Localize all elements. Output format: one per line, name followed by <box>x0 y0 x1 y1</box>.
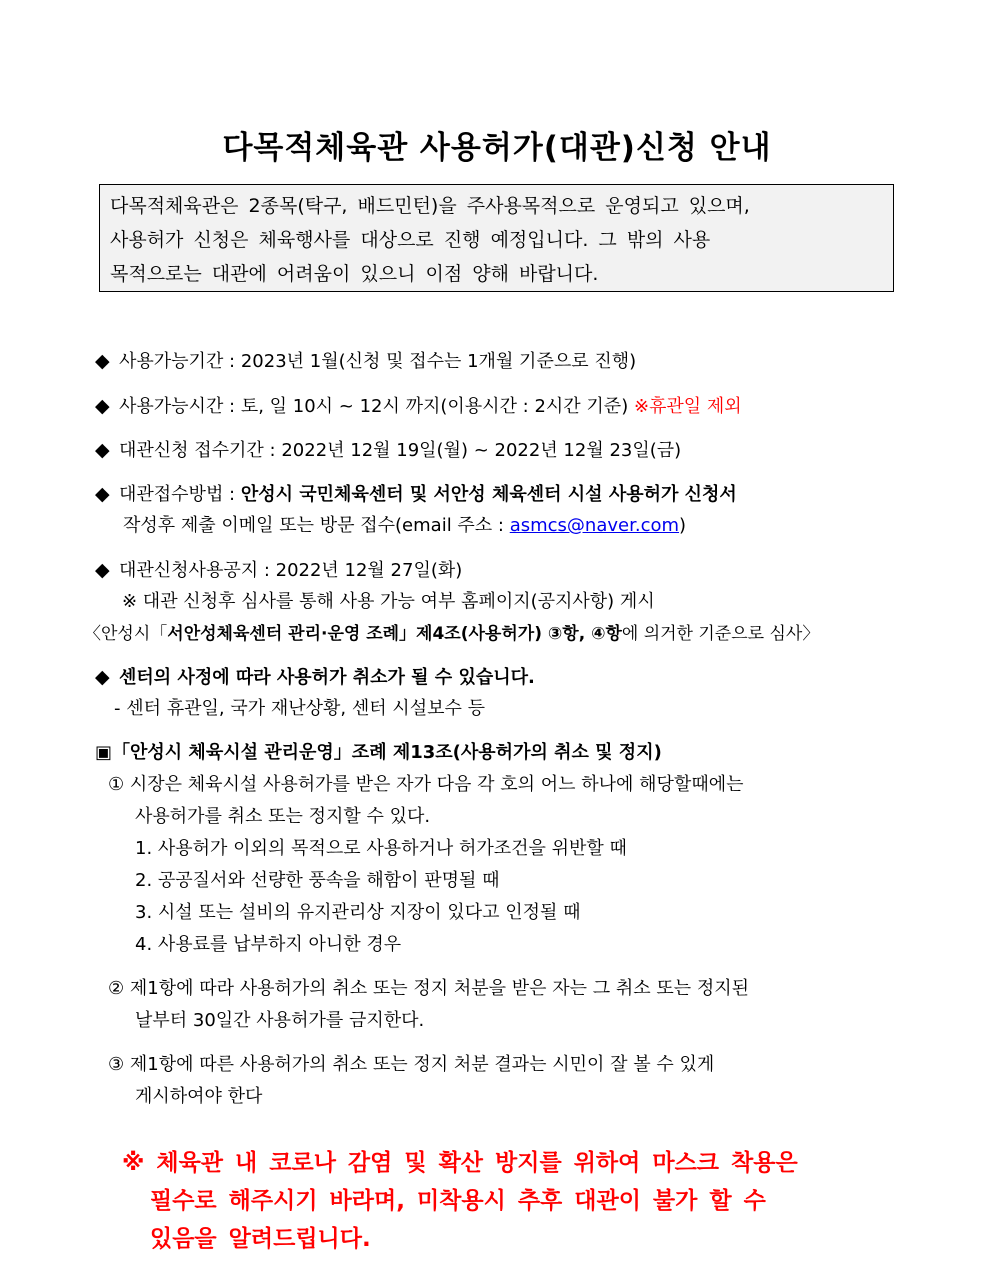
mask-warning-line: 있음을 알려드립니다. <box>150 1226 371 1252</box>
item-apply-period <box>95 437 681 464</box>
diamond-bullet-icon: ◆ <box>95 350 110 372</box>
criteria-post: 에 의거한 기준으로 심사〉 <box>621 624 820 644</box>
diamond-bullet-icon: ◆ <box>95 559 110 581</box>
ordinance-p1-line1: ① 시장은 체육시설 사용허가를 받은 자가 다음 각 호의 어느 하나에 해당할때에는 <box>108 774 744 795</box>
mask-warning-line: 필수로 해주시기 바라며, 미착용시 추후 대관이 불가 할 수 <box>150 1188 766 1214</box>
announce-note: ※ 대관 신청후 심사를 통해 사용 가능 여부 홈페이지(공지사항) 게시 <box>122 591 655 612</box>
item-cancel <box>95 664 535 691</box>
email-link[interactable]: asmcs@naver.com <box>509 515 680 536</box>
ordinance-item: 3. 시설 또는 설비의 유지관리상 지장이 있다고 인정될 때 <box>135 902 581 923</box>
ordinance-item: 4. 사용료를 납부하지 아니한 경우 <box>135 934 402 955</box>
ordinance-p2-line1: ② 제1항에 따라 사용허가의 취소 또는 정지 처분을 받은 자는 그 취소 또는 정지된 <box>108 978 749 999</box>
item-hours-text: 사용가능시간 : 토, 일 10시 ~ 12시 까지(이용시간 : 2시간 기준) <box>119 396 629 417</box>
notice-line: 다목적체육관은 2종목(탁구, 배드민턴)을 주사용목적으로 운영되고 있으며, <box>110 195 750 217</box>
item-apply-period-text: 대관신청 접수기간 : 2022년 12월 19일(월) ~ 2022년 12월 23일(금) <box>119 440 682 461</box>
diamond-bullet-icon: ◆ <box>95 666 110 688</box>
criteria-bold: 서안성체육센터 관리·운영 조례」제4조(사용허가) ③항, ④항 <box>167 624 622 644</box>
ordinance-p3-line1: ③ 제1항에 따른 사용허가의 취소 또는 정지 처분 결과는 시민이 잘 볼 수 있게 <box>108 1054 715 1075</box>
notice-box <box>99 184 894 292</box>
ordinance-p2-line2: 날부터 30일간 사용허가를 금지한다. <box>135 1010 425 1031</box>
item-hours <box>95 393 742 420</box>
criteria-line <box>84 621 819 647</box>
item-method-line2-post: ) <box>679 515 687 536</box>
item-period <box>95 348 636 375</box>
item-method-label: 대관접수방법 : <box>119 484 241 505</box>
ordinance-heading: ▣「안성시 체육시설 관리운영」조례 제13조(사용허가의 취소 및 정지) <box>95 742 662 763</box>
item-method <box>95 481 737 508</box>
ordinance-item: 2. 공공질서와 선량한 풍속을 해함이 판명될 때 <box>135 870 500 891</box>
item-method-bold: 안성시 국민체육센터 및 서안성 체육센터 시설 사용허가 신청서 <box>240 484 737 505</box>
notice-line: 사용허가 신청은 체육행사를 대상으로 진행 예정입니다. 그 밖의 사용 <box>110 229 711 251</box>
diamond-bullet-icon: ◆ <box>95 483 110 505</box>
ordinance-p1-line2: 사용허가를 취소 또는 정지할 수 있다. <box>135 806 431 827</box>
item-announce-text: 대관신청사용공지 : 2022년 12월 27일(화) <box>119 560 463 581</box>
diamond-bullet-icon: ◆ <box>95 439 110 461</box>
closed-day-note: ※휴관일 제외 <box>633 396 742 417</box>
mask-warning-line: ※ 체육관 내 코로나 감염 및 확산 방지를 위하여 마스크 착용은 <box>122 1150 798 1176</box>
page-title: 다목적체육관 사용허가(대관)신청 안내 <box>222 130 772 166</box>
item-method-line2 <box>123 513 686 539</box>
item-period-text: 사용가능기간 : 2023년 1월(신청 및 접수는 1개월 기준으로 진행) <box>119 351 637 372</box>
item-method-line2-pre: 작성후 제출 이메일 또는 방문 접수(email 주소 : <box>123 515 510 536</box>
ordinance-p3-line2: 게시하여야 한다 <box>135 1086 263 1107</box>
item-cancel-text: 센터의 사정에 따라 사용허가 취소가 될 수 있습니다. <box>119 667 535 688</box>
item-announce <box>95 557 462 584</box>
ordinance-item: 1. 사용허가 이외의 목적으로 사용하거나 허가조건을 위반할 때 <box>135 838 627 859</box>
criteria-pre: 〈안성시「 <box>84 624 168 644</box>
cancel-sub: - 센터 휴관일, 국가 재난상황, 센터 시설보수 등 <box>114 698 485 719</box>
diamond-bullet-icon: ◆ <box>95 395 110 417</box>
notice-line: 목적으로는 대관에 어려움이 있으니 이점 양해 바랍니다. <box>110 263 599 285</box>
